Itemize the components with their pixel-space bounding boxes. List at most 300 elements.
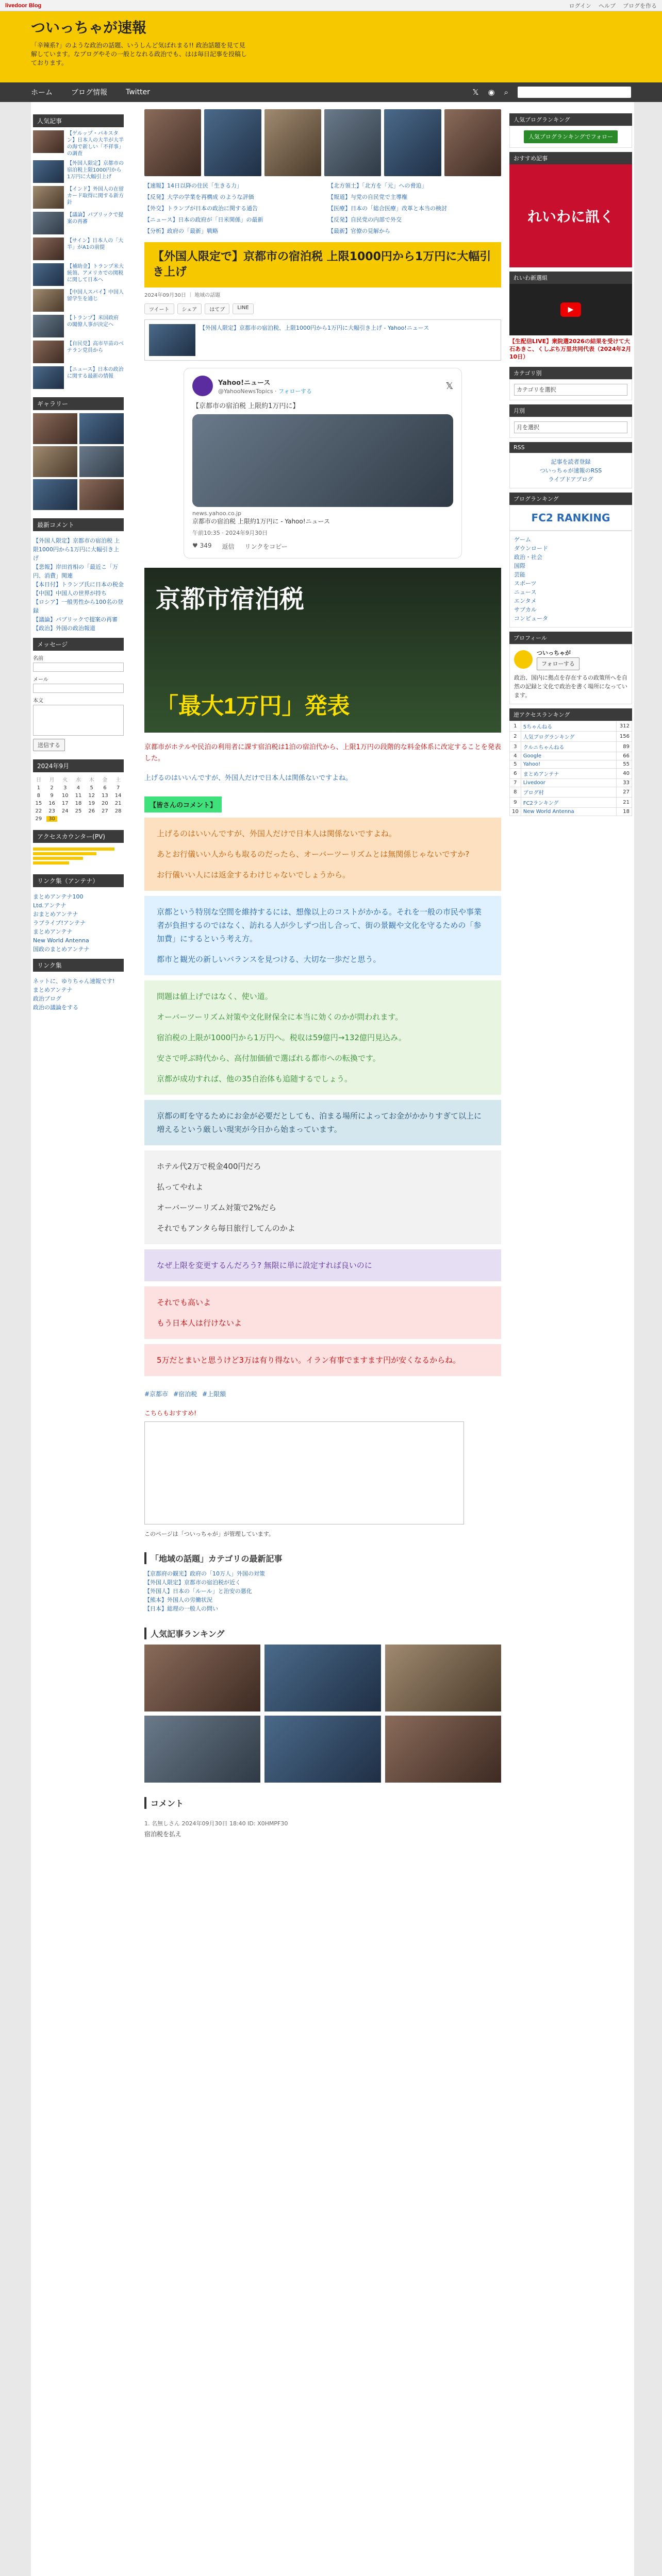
calendar-dow: 日 [36, 777, 41, 783]
access-site[interactable]: 人気ブログランキング [521, 732, 616, 742]
ranking-follow-button[interactable]: 人気ブログランキングでフォロー [524, 130, 618, 143]
rank-image[interactable] [144, 1645, 260, 1711]
calendar-day[interactable]: 26 [88, 808, 95, 814]
latest-comment[interactable]: 【外国人限定】京都市の宿泊税 上限1000円から1万円に大幅引き上げ [33, 537, 120, 562]
popular-item[interactable]: 【補助金】トランプ米大統領、アメリカでの関税に関して日本へ [67, 264, 124, 283]
popular-item[interactable]: 【外国人限定】京都市の宿泊税上限1000円から1万円に大幅引上げ [67, 161, 124, 180]
livedoor-logo[interactable]: livedoor Blog [5, 2, 42, 9]
access-rank: 2 [510, 732, 521, 742]
comment-text: なぜ上限を変更するんだろう? 無限に単に設定すれば良いのに [157, 1261, 372, 1270]
page-wrap [31, 102, 634, 2576]
comment-block [144, 818, 501, 891]
access-site[interactable]: 5ちゃんねる [521, 721, 616, 732]
comment-block [144, 1150, 501, 1244]
post-lead: 京都市がホテルや民泊の利用者に課す宿泊税は1泊の宿泊代から、上限1万円の段階的な料金体系に改定することを発表した。 [144, 743, 501, 762]
access-site[interactable]: New World Antenna [521, 808, 616, 816]
tag-link[interactable]: #宿泊税 [173, 1391, 197, 1398]
access-row [510, 721, 632, 732]
comment-text: オーバーツーリズム対策で2%だら [157, 1203, 277, 1212]
access-count: 27 [617, 787, 632, 798]
comment-text: 払ってやれよ [157, 1182, 204, 1192]
featured-link[interactable]: 【反発】自民党の内部で外交 [328, 216, 402, 223]
calendar-day[interactable]: 19 [88, 801, 95, 806]
calendar-dow: 木 [89, 777, 94, 783]
rss-icon[interactable]: ◉ [488, 88, 495, 97]
video-head: れいわ新選組 [509, 272, 632, 284]
tweet-name: Yahoo!ニュース [218, 379, 271, 387]
calendar-day[interactable]: 1 [37, 785, 41, 791]
comment-text: 安さで呼ぶ時代から、高付加価値で選ばれる都市への転換です。 [157, 1054, 380, 1063]
links-head: リンク集（アンテナ） [33, 874, 124, 887]
calendar-day[interactable]: 27 [102, 808, 108, 814]
counter-head: アクセスカウンター(PV) [33, 830, 124, 843]
ranking-item[interactable]: 芸能 [514, 571, 525, 578]
calendar-dow: 火 [62, 777, 68, 783]
access-rank: 10 [510, 808, 521, 816]
comment-text: 問題は値上げではなく、使い道。 [157, 992, 273, 1001]
search-input[interactable] [518, 87, 631, 98]
calendar-day[interactable]: 3 [63, 785, 67, 791]
comment-body: 宿泊税を払え [144, 1831, 182, 1838]
calendar-day[interactable]: 21 [114, 801, 122, 806]
profile-body: 政治、国内に拠点を存在するの政策所へを自然の記録と文化で政治を書く場所になっています。 [514, 674, 627, 699]
comment-text: 上げるのはいいんですが、外国人だけで日本人は関係ないですよね。 [157, 829, 397, 838]
hatena-button[interactable]: はてブ [205, 303, 229, 314]
access-count: 156 [617, 732, 632, 742]
share-buttons [144, 303, 501, 314]
ranking-item[interactable]: スポーツ [514, 580, 537, 587]
comment-block [144, 980, 501, 1095]
tweet-time: 午前10:35 · 2024年9月30日 [192, 530, 268, 536]
calendar-day[interactable]: 28 [114, 808, 122, 814]
counter-chart [33, 843, 124, 869]
link-item[interactable]: 政治の議論をする [33, 1004, 78, 1011]
latest-comment[interactable]: 【議論】パブリックで提案の再審 [33, 616, 118, 623]
access-rank: 8 [510, 787, 521, 798]
thumb-image[interactable] [33, 366, 64, 389]
link-item[interactable]: まとめアンテナ [33, 987, 73, 993]
featured-link[interactable]: 【北方領土】「北方を「元」への脅迫」 [328, 182, 427, 189]
access-site[interactable]: FC2ランキング [521, 798, 616, 808]
link-item[interactable]: ラブライブ!アンテナ [33, 920, 86, 926]
video-caption[interactable]: 【生配信LIVE】衆院選2026の結果を受けて大石あきこ、くしぶち万里共同代表（2024年2月10日） [509, 338, 632, 360]
access-count: 21 [617, 798, 632, 808]
featured-image[interactable] [324, 109, 381, 176]
tweet-likes: 349 [200, 542, 212, 549]
related-text: 【外国人限定】京都市の宿泊税、上限1000円から1万円に大幅引き上げ - Yahoo!ニュース [200, 325, 429, 331]
calendar-day[interactable]: 11 [75, 793, 82, 799]
blog-title[interactable]: ついっちゃが速報 [31, 20, 147, 36]
access-head: 逆アクセスランキング [509, 708, 632, 721]
ranking-item[interactable]: ニュース [514, 589, 537, 596]
related-image [149, 324, 195, 356]
thumb-image[interactable] [33, 130, 64, 153]
profile-follow-button[interactable]: フォローする [537, 657, 580, 670]
access-row [510, 798, 632, 808]
featured-strip [144, 109, 501, 176]
comment-block [144, 1100, 501, 1145]
access-site[interactable]: Yahoo! [521, 760, 616, 769]
comment-text: 京都という特別な空間を維持するには、想像以上のコストがかかる。それを一般の市民や事業者が負担するのではなく、訪れる人が少しずつ出し合って、街の景観や文化を守るための「参加費」にするという考え方。 [157, 907, 482, 943]
related-box[interactable] [144, 319, 501, 361]
avatar [192, 376, 213, 396]
access-row [510, 787, 632, 798]
calendar-day[interactable]: 30 [46, 816, 58, 822]
link-item[interactable]: おまとめアンテナ [33, 911, 78, 918]
gallery-image[interactable] [33, 446, 77, 477]
msg-mail-label: メール [33, 677, 48, 683]
msg-name-label: 名前 [33, 656, 43, 662]
comment-block [144, 1286, 501, 1339]
gallery-image[interactable] [33, 413, 77, 444]
blogranking-head: ブログランキング [509, 493, 632, 505]
recommend-label: こちらもおすすめ! [144, 1410, 196, 1417]
comment-text: 宿泊税の上限が1000円から1万円へ。税収は59億円→132億円見込み。 [157, 1033, 406, 1042]
recommend-area[interactable] [144, 1421, 464, 1524]
hero-line-2: 「最大1万円」発表 [156, 693, 350, 719]
comments-list [144, 1819, 501, 1838]
category-latest-head: 「地域の話題」カテゴリの最新記事 [144, 1552, 501, 1564]
access-rank: 9 [510, 798, 521, 808]
tag-link[interactable]: #上限額 [202, 1391, 226, 1398]
calendar-day[interactable]: 25 [75, 808, 82, 814]
latest-comment[interactable]: 【ロシア】一般男性から100名の登録 [33, 599, 123, 614]
main-column [144, 109, 501, 1838]
access-rank: 5 [510, 760, 521, 769]
rank-image[interactable] [385, 1645, 501, 1711]
featured-link[interactable]: 【速報】14日以降の住民「生きる力」 [144, 182, 242, 189]
message-head: メッセージ [33, 638, 124, 651]
rss-link[interactable]: 記事を読者登録 [551, 459, 591, 465]
msg-body-input[interactable] [33, 705, 124, 736]
access-row [510, 808, 632, 816]
calendar-day[interactable]: 22 [35, 808, 42, 814]
access-rank: 6 [510, 769, 521, 779]
calendar-day[interactable]: 16 [48, 801, 55, 806]
popular-item[interactable]: 【自民党】高市早苗のベテラン党員から [67, 341, 124, 353]
popular-item[interactable]: 【中国人スパイ】中国人留学生を通じ [67, 290, 124, 302]
tweet-body: 【京都市の宿泊税 上限約1万円に】 [192, 402, 300, 410]
message-form [33, 651, 124, 754]
video-embed[interactable] [509, 284, 632, 335]
category-link[interactable]: 【京都府の観光】政府の「10万人」外国の対策 [144, 1570, 265, 1577]
create-blog-link[interactable]: ブログを作る [623, 2, 657, 9]
post-meta: 2024年09月30日 ｜ 地域の話題 [144, 293, 221, 298]
category-link[interactable]: 【日本】総理の一般人の問い [144, 1605, 218, 1612]
access-site[interactable]: Google [521, 752, 616, 760]
rank-head: 人気記事ランキング [144, 1628, 501, 1639]
thumb-image[interactable] [33, 238, 64, 260]
thumb-image[interactable] [33, 212, 64, 234]
tag-link[interactable]: #京都市 [144, 1391, 169, 1398]
access-count: 55 [617, 760, 632, 769]
rank-image[interactable] [144, 1716, 260, 1783]
left-sidebar [33, 109, 124, 1012]
thumb-image[interactable] [33, 341, 64, 363]
calendar-day[interactable]: 14 [114, 793, 122, 799]
access-row [510, 732, 632, 742]
latest-comment[interactable]: 【政治】外国の政治報道 [33, 625, 95, 632]
latest-comment[interactable]: 【悲報】岸田首相の「最近こ「万円、消費」関連 [33, 564, 118, 579]
calendar-day[interactable]: 24 [61, 808, 69, 814]
access-site[interactable]: ブログ村 [521, 787, 616, 798]
access-row [510, 769, 632, 779]
nav-blog-info[interactable]: ブログ情報 [71, 89, 107, 97]
post-date: 2024年09月30日 [144, 293, 186, 298]
comment-text: 都市と観光の新しいバランスを見つける、大切な一歩だと思う。 [157, 955, 381, 964]
calendar-day[interactable]: 17 [61, 801, 69, 806]
calendar-day[interactable]: 10 [61, 793, 69, 799]
category-latest-list [144, 1569, 501, 1613]
featured-image[interactable] [144, 109, 201, 176]
blog-header [0, 11, 662, 82]
global-nav [0, 82, 662, 102]
comments-section-head: コメント [144, 1797, 501, 1809]
featured-link[interactable]: 【外交】トランプが日本の政治に関する通告 [144, 205, 258, 212]
comment-meta: 1. 名無しさん 2024年09月30日 18:40 ID: X0HMPF30 [144, 1820, 288, 1827]
access-count: 89 [617, 742, 632, 752]
comment-text: それでも高いよ [157, 1298, 211, 1307]
featured-image[interactable] [264, 109, 321, 176]
line-button[interactable]: LINE [233, 303, 253, 314]
comment-text: ホテル代2万で税金400円だろ [157, 1162, 261, 1171]
access-rank: 4 [510, 752, 521, 760]
access-count: 18 [617, 808, 632, 816]
calendar-day[interactable]: 13 [102, 793, 108, 799]
comment-text: お行儀いい人には返金するわけじゃないでしょうから。 [157, 870, 351, 879]
calendar-day[interactable]: 29 [35, 816, 42, 822]
reply-button[interactable]: 返信 [222, 543, 235, 550]
featured-links [144, 181, 501, 235]
latest-comments-list [33, 536, 124, 633]
ranking-head: 人気ブログランキング [509, 113, 632, 126]
access-rank: 3 [510, 742, 521, 752]
tweet-button[interactable]: ツイート [144, 303, 174, 314]
featured-link[interactable]: 【最新】官僚の見解から [328, 228, 390, 234]
category-link[interactable]: 【熊本】外国人の労働状況 [144, 1597, 212, 1603]
popular-item[interactable]: 【サイン】日本人の「大半」がA1の前提 [67, 238, 124, 250]
calendar-day[interactable]: 5 [90, 785, 93, 791]
rss-link[interactable]: ついっちゃが速報のRSS [539, 467, 602, 474]
search-icon[interactable]: ⌕ [504, 88, 508, 97]
rss-link[interactable]: ライブドアブログ [548, 476, 593, 483]
gallery-image[interactable] [79, 479, 124, 510]
links2-list [33, 977, 124, 1012]
featured-image[interactable] [444, 109, 501, 176]
calendar-day[interactable]: 9 [50, 793, 54, 799]
month-select[interactable]: 月を選択 [514, 421, 627, 433]
popular-item[interactable]: 【トランプ】米国政府の閣僚人事が決定へ [67, 315, 119, 328]
comment-text: 5万だとまいと思うけど3万は有り得ない。イラン有事でますます円が安くなるからね。 [157, 1355, 461, 1365]
rss-head: RSS [509, 442, 632, 453]
tweet-caption: 京都市の宿泊税 上限約1万円に - Yahoo!ニュース [192, 518, 330, 525]
thumb-image[interactable] [33, 315, 64, 337]
access-site[interactable]: クルニちゃんねる [521, 742, 616, 752]
gallery-image[interactable] [79, 413, 124, 444]
thumb-image[interactable] [33, 289, 64, 312]
link-item[interactable]: New World Antenna [33, 937, 89, 944]
top-bar [0, 0, 662, 11]
comment-text: あとお行儀いい人からも取るのだったら、オーバーツーリズムとは無関係じゃないですか? [157, 850, 470, 859]
popular-head: 人気記事 [33, 114, 124, 127]
msg-mail-input[interactable] [33, 684, 124, 693]
month-head: 月別 [509, 404, 632, 417]
links-list [33, 892, 124, 954]
calendar-day[interactable]: 23 [48, 808, 55, 814]
post-lead-2: 上げるのはいいんですが、外国人だけで日本人は関係ないですよね。 [144, 774, 353, 782]
comments-head: 【皆さんのコメント】 [144, 796, 222, 812]
copy-link-button[interactable]: リンクをコピー [244, 543, 288, 550]
calendar-dow: 水 [75, 777, 81, 783]
ad-banner[interactable]: れいわに訊く [509, 164, 632, 267]
post-category[interactable]: 地域の話題 [194, 293, 221, 298]
access-row [510, 760, 632, 769]
link-item[interactable]: Ltd.アンテナ [33, 902, 67, 909]
access-site[interactable]: Livedoor [521, 779, 616, 787]
calendar-day[interactable]: 2 [50, 785, 54, 791]
calendar-day[interactable]: 18 [75, 801, 82, 806]
rank-image[interactable] [264, 1716, 380, 1783]
msg-body-label: 本文 [33, 698, 43, 704]
category-link[interactable]: 【外国人】日本の「ルール」と治安の悪化 [144, 1588, 252, 1595]
link-item[interactable]: まとめアンテナ [33, 928, 73, 935]
comment-block [144, 1249, 501, 1281]
post-tags [144, 1389, 501, 1398]
facebook-share-button[interactable]: シェア [177, 303, 202, 314]
ranking-item[interactable]: ゲーム [514, 536, 531, 543]
calendar-day[interactable]: 15 [35, 801, 42, 806]
featured-link[interactable]: 【反発】大学の学業を再構成 のような評価 [144, 194, 254, 200]
comment-text: オーバーツーリズム対策や文化財保全に本当に効くのかが問われます。 [157, 1012, 403, 1022]
popular-item[interactable]: 【ゲルップ・パキスタン】日本人の大半が大半の海で新しい「不祥事」の調査 [67, 131, 124, 157]
tweet-image[interactable] [192, 414, 453, 507]
x-icon[interactable]: 𝕏 [472, 88, 479, 97]
comment-text: もう日本人は行けないよ [157, 1318, 242, 1328]
calendar-day[interactable]: 20 [102, 801, 108, 806]
link-item[interactable]: まとめアンテナ100 [33, 893, 84, 900]
access-site[interactable]: まとめアンテナ [521, 769, 616, 779]
blog-description: 「辛辣系?」のような政治の話題、いうしんど気ばれまる!! 政治話題を見て見解しています。なプログやその一般となれる政治でも、はは毎日記事を投稿しております。 [31, 42, 247, 66]
help-link[interactable]: ヘルプ [599, 2, 616, 9]
links2-head: リンク集 [33, 959, 124, 972]
blogranking-logo[interactable]: FC2 RANKING [509, 505, 632, 531]
access-rank: 7 [510, 779, 521, 787]
msg-name-input[interactable] [33, 663, 124, 672]
nav-twitter[interactable]: Twitter [126, 88, 150, 96]
ranking-list [509, 531, 632, 628]
latest-comments-head: 最新コメント [33, 518, 124, 531]
featured-link[interactable]: 【報道】与党の自民党で主導権 [328, 194, 407, 200]
featured-image[interactable] [384, 109, 441, 176]
link-item[interactable]: 政治ブログ [33, 995, 61, 1002]
category-link[interactable]: 【外国人限定】京都市の宿泊税が近く [144, 1579, 241, 1586]
embedded-tweet[interactable]: Yahoo!ニュース @YahooNewsTopics · フォローする 𝕏 【京都市の宿泊税 上限約1万円に】 news.yahoo.co.jp 京都市の宿泊税 上限約1万円に - Yahoo!ニュース 午前10:35 · 2024年9月30日 ♥ 349 返信 リンクをコピー [184, 368, 462, 558]
ranking-item[interactable]: 政治・社会 [514, 554, 542, 561]
rank-grid [144, 1645, 501, 1783]
featured-link[interactable]: 【分析】政府の「最新」戦略 [144, 228, 218, 234]
page-notice: このページは「ついっちゃが」が管理しています。 [144, 1531, 274, 1537]
access-count: 312 [617, 721, 632, 732]
access-count: 33 [617, 779, 632, 787]
msg-send-button[interactable]: 送信する [33, 739, 65, 751]
gallery-head: ギャラリー [33, 397, 124, 410]
comment-text: 京都が成功すれば、他の35自治体も追随するでしょう。 [157, 1074, 352, 1083]
popular-item[interactable]: 【ニュース】日本の政治に関する最新の情報 [67, 367, 124, 379]
profile-head: プロフィール [509, 632, 632, 644]
comment-block [144, 896, 501, 975]
like-icon[interactable]: ♥ 349 [192, 542, 212, 549]
calendar [33, 772, 124, 825]
right-sidebar [509, 109, 632, 816]
hero-image [144, 568, 501, 733]
calendar-head: 2024年9月 [33, 759, 124, 772]
link-item[interactable]: ネットに、ゆりちゃん速報です! [33, 978, 115, 985]
calendar-day[interactable]: 4 [76, 785, 80, 791]
popular-item[interactable]: 【インド】外国人の在留カード取得に関する新方針 [67, 187, 124, 206]
calendar-dow: 月 [49, 777, 55, 783]
access-rank: 1 [510, 721, 521, 732]
archive-head: カテゴリ別 [509, 367, 632, 379]
ranking-item[interactable]: エンタメ [514, 598, 537, 604]
thumb-image[interactable] [33, 160, 64, 183]
link-item[interactable]: 国政のまとめアンテナ [33, 946, 90, 953]
featured-image[interactable] [204, 109, 261, 176]
featured-link[interactable]: 【ニュース】日本の政府が「日米関係」の最新 [144, 216, 263, 223]
calendar-day[interactable]: 12 [88, 793, 95, 799]
access-row [510, 752, 632, 760]
profile-avatar [514, 650, 533, 669]
access-row [510, 742, 632, 752]
latest-comment[interactable]: 【中国】中国人の世界が持ち [33, 590, 107, 597]
access-count: 40 [617, 769, 632, 779]
rank-image[interactable] [264, 1645, 380, 1711]
popular-item[interactable]: 【議論】パブリックで提案の再審 [67, 212, 124, 225]
post-title: 【外国人限定で】京都市の宿泊税 上限1000円から1万円に大幅引き上げ [144, 242, 501, 287]
access-row [510, 779, 632, 787]
profile-name: ついっちゃが [537, 650, 571, 656]
calendar-day[interactable]: 6 [103, 785, 107, 791]
comment-block [144, 1344, 501, 1376]
category-select[interactable]: カテゴリを選択 [514, 384, 627, 396]
gallery-image[interactable] [33, 479, 77, 510]
hero-line-1: 京都市宿泊税 [156, 586, 305, 613]
featured-link[interactable]: 【医療】日本の「総合医療」改革と本当の検討 [328, 205, 447, 212]
gallery-image[interactable] [79, 446, 124, 477]
latest-comment[interactable]: 【本日付】トランプ氏に日本の税金 [33, 581, 124, 588]
popular-list [33, 127, 124, 392]
recommend-block [144, 1409, 501, 1524]
thumb-image[interactable] [33, 263, 64, 286]
calendar-day[interactable]: 8 [37, 793, 41, 799]
ranking-item[interactable]: サブカル [514, 606, 537, 613]
tweet-follow[interactable]: フォローする [278, 387, 312, 395]
ranking-item[interactable]: 国際 [514, 563, 525, 569]
ad-head: おすすめ記事 [509, 152, 632, 164]
comment-text: 京都の町を守るためにお金が必要だとしても、泊まる場所によってお金がかかりすぎて以上に増えるという厳しい現実が今日から始まっています。 [157, 1111, 482, 1134]
play-icon[interactable]: ▶ [560, 302, 581, 317]
nav-home[interactable]: ホーム [31, 89, 53, 97]
x-icon: 𝕏 [445, 380, 453, 392]
ranking-item[interactable]: ダウンロード [514, 545, 548, 552]
calendar-day[interactable]: 7 [116, 785, 120, 791]
calendar-dow: 土 [115, 777, 121, 783]
rank-image[interactable] [385, 1716, 501, 1783]
ranking-item[interactable]: コンピュータ [514, 615, 548, 622]
thumb-image[interactable] [33, 186, 64, 209]
access-table [509, 721, 632, 816]
login-link[interactable]: ログイン [569, 2, 591, 9]
comment-text: それでもアンタら毎日旅行してんのかよ [157, 1224, 295, 1233]
